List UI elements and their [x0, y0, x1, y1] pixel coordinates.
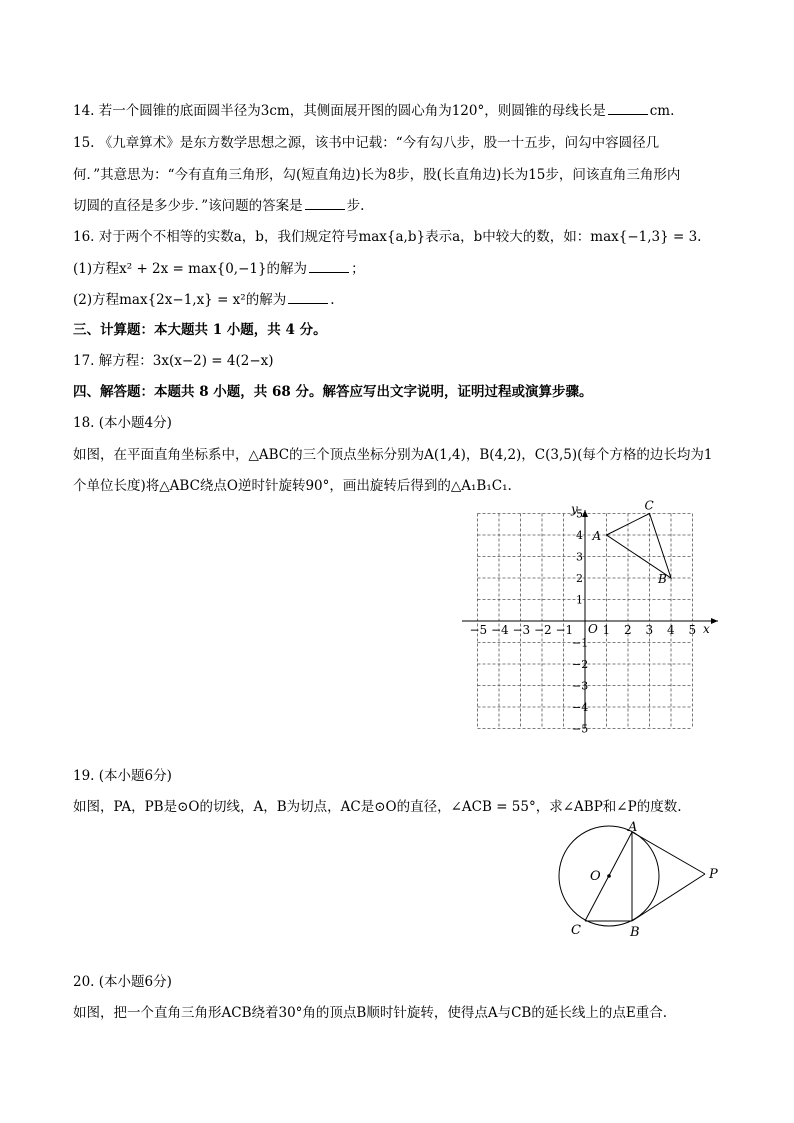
y-tick-label: 4 — [576, 529, 583, 542]
circle-tangent-figure — [550, 815, 730, 945]
question-16-part-1: (1)方程x² + 2x = max{0,−1}的解为 ； — [73, 261, 365, 277]
x-tick-label: 3 — [645, 623, 654, 637]
point-a-label: A — [592, 529, 602, 543]
label-b: B — [630, 925, 640, 940]
label-o: O — [590, 869, 601, 884]
question-19-line-1: 如图，PA，PB是⊙O的切线，A，B为切点，AC是⊙O的直径，∠ACB = 55°，求∠ABP和∠P的度数. — [73, 799, 682, 815]
label-c: C — [571, 923, 581, 938]
answer-blank[interactable] — [309, 260, 349, 273]
question-19-header: 19. (本小题6分) — [73, 768, 172, 784]
y-tick-label: −3 — [572, 679, 589, 693]
y-tick-label: 5 — [576, 507, 583, 521]
question-15-line-1: 15. 《九章算术》是东方数学思想之源，该书中记载：“今有勾八步，股一十五步，问勾中容圆径几 — [73, 135, 660, 151]
section-3-heading: 三、计算题：本大题共 1 小题，共 4 分。 — [73, 322, 327, 338]
label-a: A — [628, 820, 638, 835]
y-tick-label: −4 — [572, 701, 589, 714]
x-tick-label: 4 — [667, 623, 675, 637]
answer-blank[interactable] — [288, 291, 328, 304]
x-tick-label: 1 — [602, 623, 611, 637]
question-20-header: 20. (本小题6分) — [73, 974, 172, 990]
x-tick-label: −1 — [555, 623, 574, 637]
x-axis-label: x — [703, 622, 710, 636]
x-tick-label: 2 — [624, 623, 632, 637]
question-16-line-1: 16. 对于两个不相等的实数a，b，我们规定符号max{a,b}表示a，b中较大的数，如：max{−1,3} = 3. — [73, 229, 702, 245]
coordinate-grid-figure — [455, 500, 725, 735]
section-4-heading: 四、解答题：本题共 8 小题，共 68 分。解答应写出文字说明，证明过程或演算步骤。 — [73, 384, 593, 400]
question-20-line-1: 如图，把一个直角三角形ACB绕着30°角的顶点B顺时针旋转，使得点A与CB的延长线上的点E重合. — [73, 1005, 667, 1021]
x-tick-label: −3 — [512, 623, 531, 637]
question-16-part-2: (2)方程max{2x−1,x} = x²的解为 . — [73, 292, 335, 308]
label-p: P — [709, 867, 718, 882]
answer-blank[interactable] — [305, 197, 345, 210]
question-18-header: 18. (本小题4分) — [73, 415, 172, 431]
answer-blank[interactable] — [608, 102, 648, 115]
y-tick-label: 1 — [576, 593, 583, 607]
y-tick-label: −2 — [572, 658, 589, 671]
y-tick-label: −1 — [572, 636, 589, 650]
point-b-label: B — [658, 572, 667, 586]
y-tick-label: −5 — [572, 722, 589, 735]
question-17: 17. 解方程：3x(x−2) = 4(2−x) — [73, 353, 274, 369]
y-tick-label: 2 — [576, 572, 583, 585]
x-tick-label: −4 — [491, 623, 509, 637]
triangle-abc — [607, 514, 672, 579]
x-tick-label: −2 — [534, 623, 552, 637]
question-15-line-3: 切圆的直径是多少步．”该问题的答案是 步. — [73, 198, 365, 214]
question-18-line-1: 如图，在平面直角坐标系中，△ABC的三个顶点坐标分别为A(1,4)，B(4,2)，C(3,5)(每个方格的边长均为1 — [73, 447, 713, 463]
tangent-pa — [632, 832, 705, 874]
question-18-line-2: 个单位长度)将△ABC绕点O逆时针旋转90°，画出旋转后得到的△A₁B₁C₁. — [73, 478, 512, 494]
question-14: 14. 若一个圆锥的底面圆半径为3cm，其侧面展开图的圆心角为120°，则圆锥的母线长是 cm. — [73, 103, 675, 119]
x-tick-label: −5 — [469, 623, 488, 637]
question-15-line-2: 何．”其意思为：“今有直角三角形，勾(短直角边)长为8步，股(长直角边)长为15步，问该直角三角形内 — [73, 167, 681, 183]
y-tick-label: 3 — [576, 550, 583, 564]
y-axis-label: y — [571, 502, 578, 516]
origin-label: O — [588, 622, 598, 636]
x-axis-arrow — [711, 618, 718, 624]
tangent-pb — [632, 874, 705, 921]
x-tick-label: 5 — [688, 623, 697, 637]
point-c-label: C — [644, 500, 654, 513]
center-point — [607, 874, 611, 878]
